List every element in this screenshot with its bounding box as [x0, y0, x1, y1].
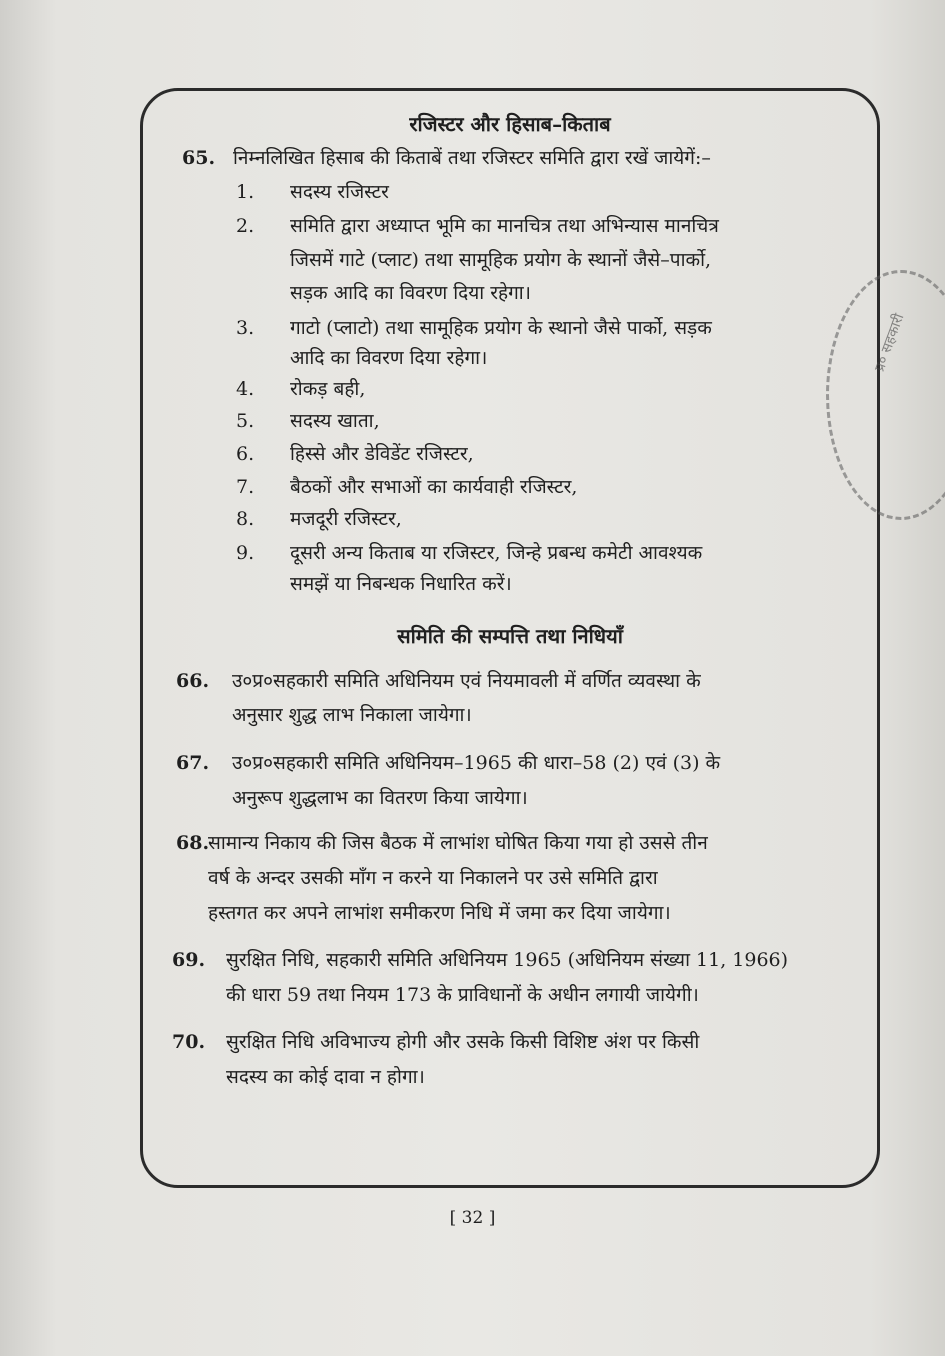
item-7-number: 7. [236, 476, 255, 498]
item-9-line-1: दूसरी अन्य किताब या रजिस्टर, जिन्हे प्रबन्ध कमेटी आवश्यक [290, 542, 703, 564]
item-5-number: 5. [236, 410, 255, 432]
clause-66-line-2: अनुसार शुद्ध लाभ निकाला जायेगा। [232, 704, 472, 726]
item-4-number: 4. [236, 378, 255, 400]
item-3-line-1: गाटो (प्लाटो) तथा सामूहिक प्रयोग के स्थानो जैसे पार्को, सड़क [290, 317, 712, 339]
clause-66-line-1: उ०प्र०सहकारी समिति अधिनियम एवं नियमावली में वर्णित व्यवस्था के [232, 670, 701, 692]
item-7-text: बैठकों और सभाओं का कार्यवाही रजिस्टर, [290, 476, 578, 498]
item-5-text: सदस्य खाता, [290, 410, 380, 432]
item-8-number: 8. [236, 508, 255, 530]
item-8-text: मजदूरी रजिस्टर, [290, 508, 402, 530]
section-heading-property: समिति की सम्पत्ति तथा निधियाँ [397, 624, 623, 648]
item-2-line-2: जिसमें गाटे (प्लाट) तथा सामूहिक प्रयोग के स्थानों जैसे–पार्को, [290, 249, 712, 271]
clause-65-number: 65. [182, 147, 216, 169]
stamp-text: प्र० सहकारी [871, 311, 908, 374]
clause-68-line-1: सामान्य निकाय की जिस बैठक में लाभांश घोषित किया गया हो उससे तीन [208, 832, 708, 854]
section-heading-registers: रजिस्टर और हिसाब–किताब [409, 112, 611, 136]
clause-70-line-2: सदस्य का कोई दावा न होगा। [226, 1066, 425, 1088]
clause-69-line-1: सुरक्षित निधि, सहकारी समिति अधिनियम 1965 (अधिनियम संख्या 11, 1966) [226, 949, 789, 971]
clause-67-line-1: उ०प्र०सहकारी समिति अधिनियम–1965 की धारा–58 (2) एवं (3) के [232, 752, 721, 774]
item-3-line-2: आदि का विवरण दिया रहेगा। [290, 347, 488, 369]
item-9-number: 9. [236, 542, 255, 564]
clause-68-line-3: हस्तगत कर अपने लाभांश समीकरण निधि में जमा कर दिया जायेगा। [208, 902, 671, 924]
clause-69-number: 69. [172, 949, 206, 971]
clause-67-number: 67. [176, 752, 210, 774]
clause-68-number: 68. [176, 832, 210, 854]
item-9-line-2: समझें या निबन्धक निधारित करें। [290, 573, 512, 595]
clause-70-number: 70. [172, 1031, 206, 1053]
item-2-line-1: समिति द्वारा अध्याप्त भूमि का मानचित्र तथा अभिन्यास मानचित्र [290, 215, 719, 237]
item-6-text: हिस्से और डेविडेंट रजिस्टर, [290, 443, 474, 465]
clause-66-number: 66. [176, 670, 210, 692]
page-number: [ 32 ] [449, 1208, 496, 1228]
clause-68-line-2: वर्ष के अन्दर उसकी माँग न करने या निकालने पर उसे समिति द्वारा [208, 867, 658, 889]
clause-67-line-2: अनुरूप शुद्धलाभ का वितरण किया जायेगा। [232, 787, 528, 809]
item-3-number: 3. [236, 317, 255, 339]
clause-69-line-2: की धारा 59 तथा नियम 173 के प्राविधानों के अधीन लगायी जायेगी। [226, 984, 699, 1006]
item-2-line-3: सड़क आदि का विवरण दिया रहेगा। [290, 282, 531, 304]
item-1-text: सदस्य रजिस्टर [290, 181, 389, 203]
clause-70-line-1: सुरक्षित निधि अविभाज्य होगी और उसके किसी विशिष्ट अंश पर किसी [226, 1031, 700, 1053]
item-6-number: 6. [236, 443, 255, 465]
item-4-text: रोकड़ बही, [290, 378, 366, 400]
clause-65-text: निम्नलिखित हिसाब की किताबें तथा रजिस्टर समिति द्वारा रखें जायेगें:– [233, 147, 711, 169]
item-2-number: 2. [236, 215, 255, 237]
item-1-number: 1. [236, 181, 255, 203]
